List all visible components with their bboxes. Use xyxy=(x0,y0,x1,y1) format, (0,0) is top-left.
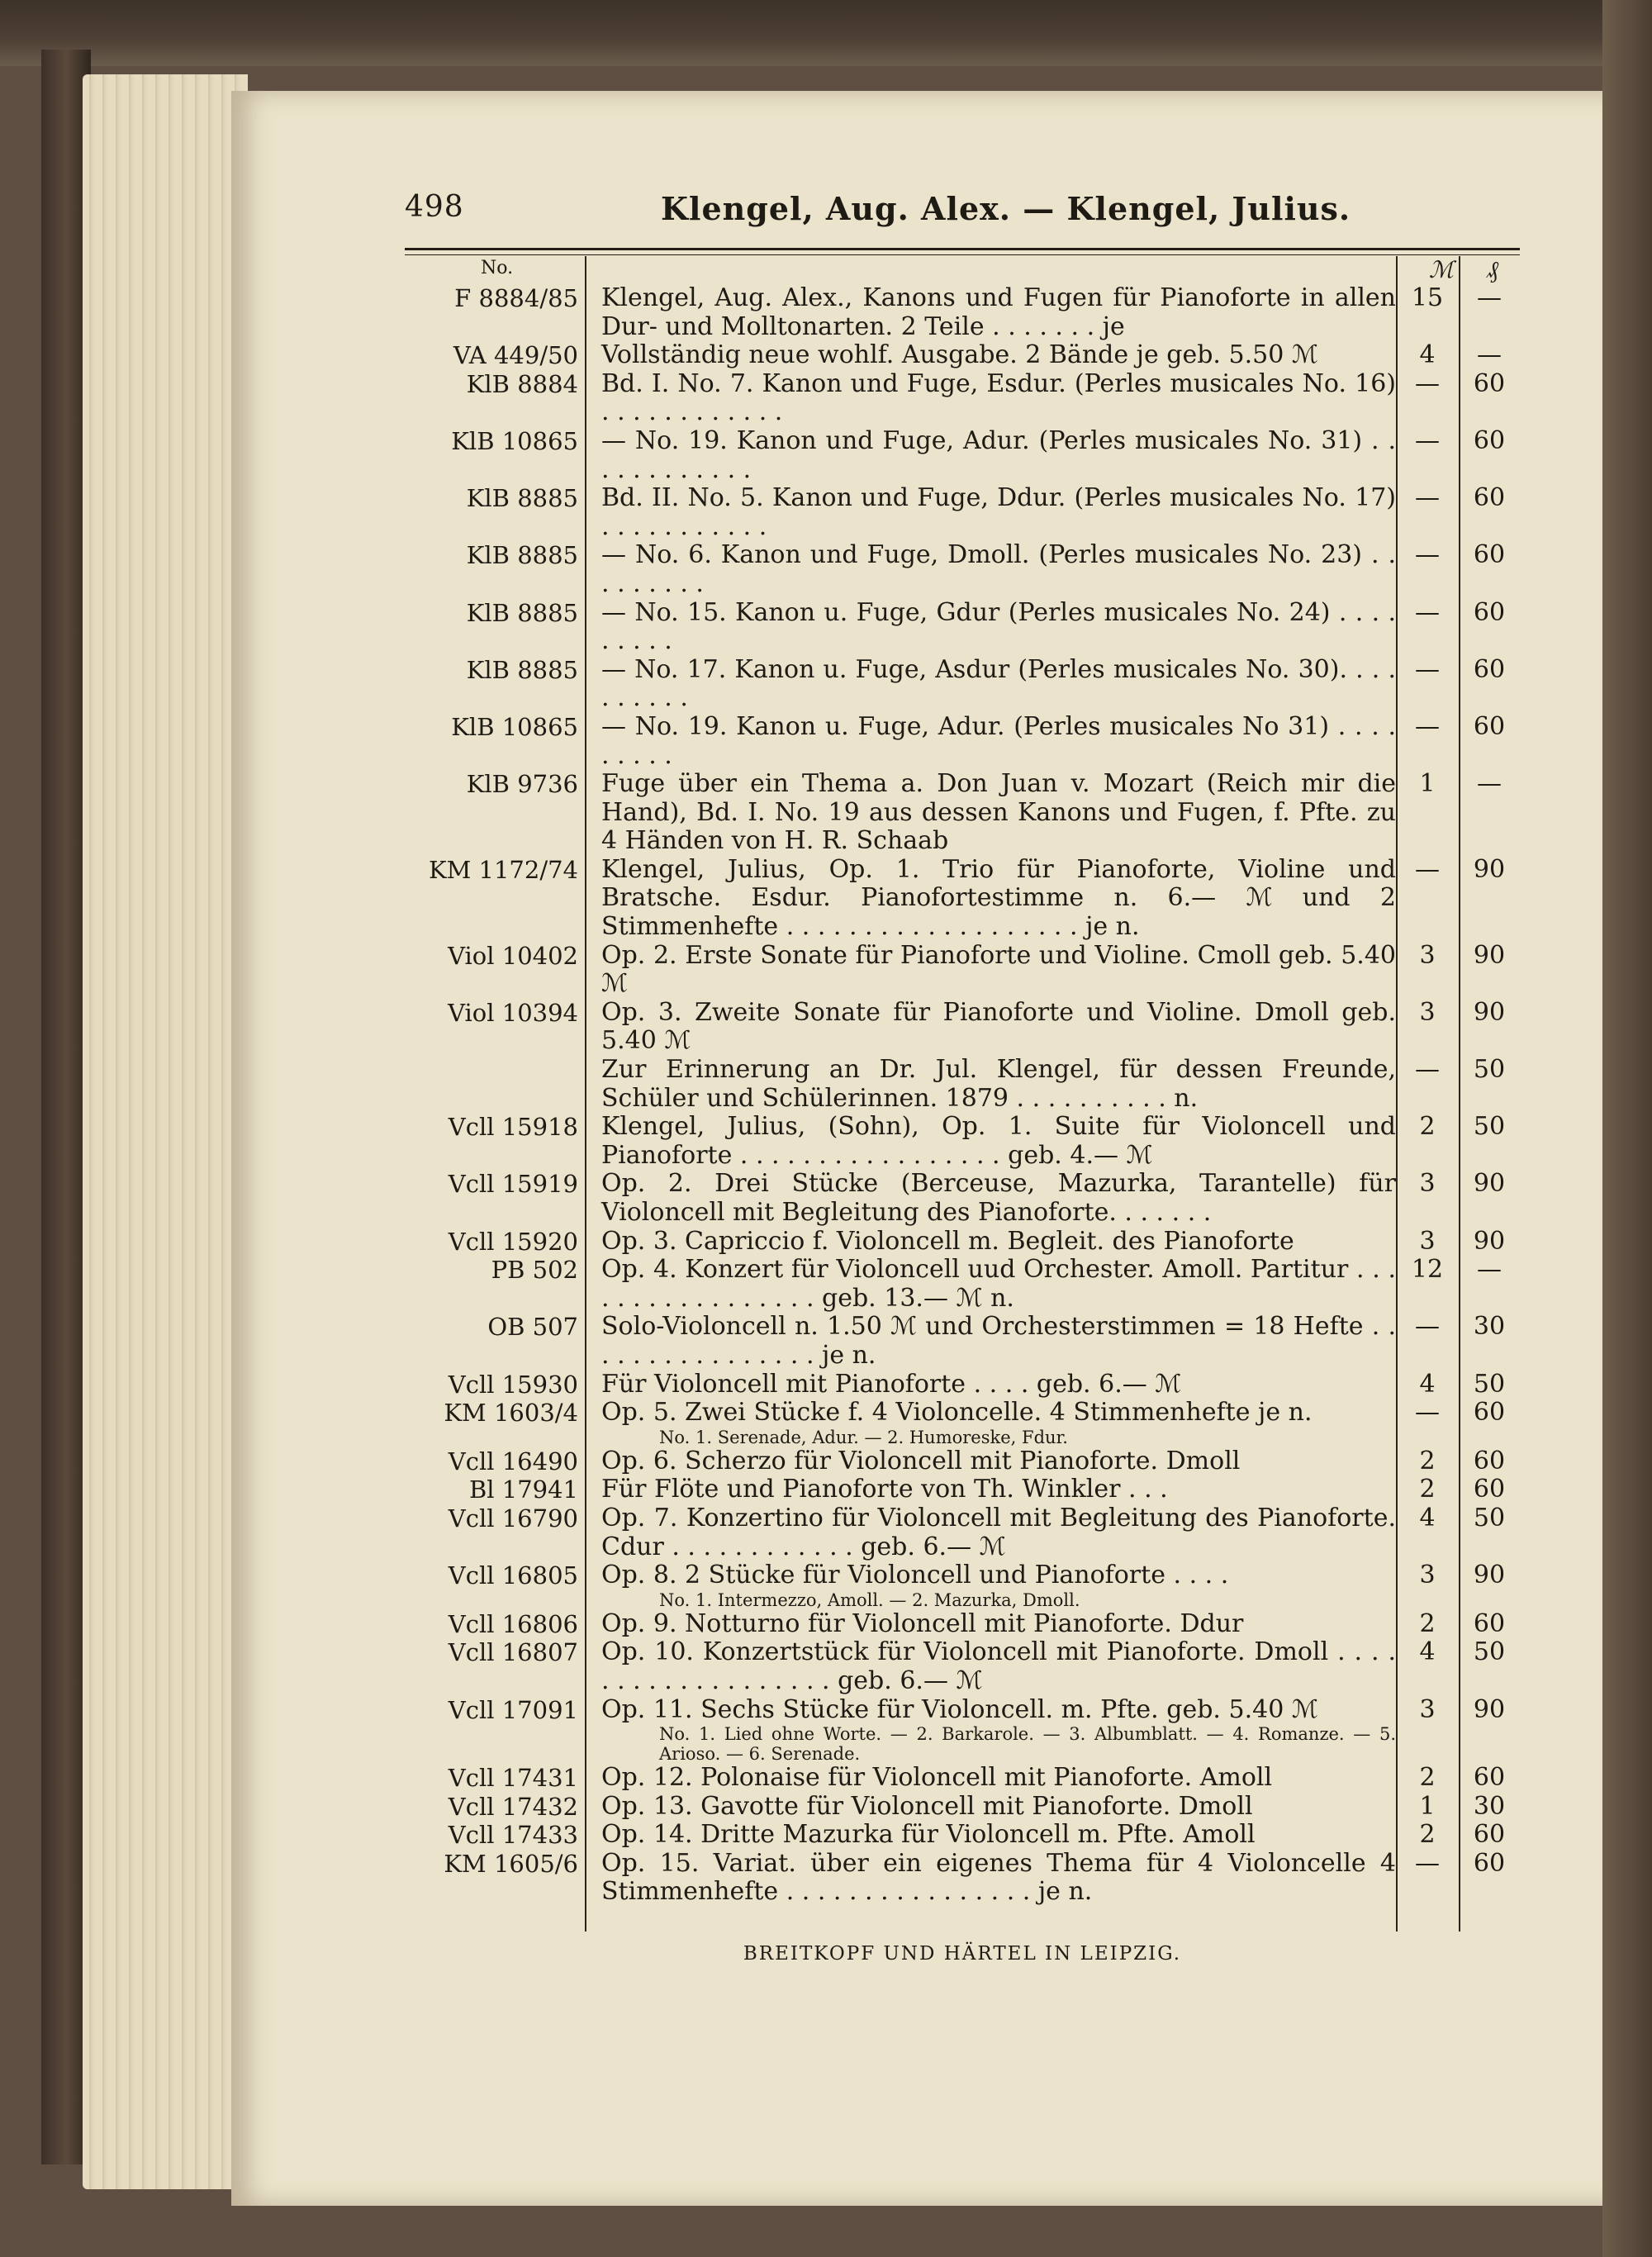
catalog-number: KlB 8885 xyxy=(466,484,578,513)
publisher-footer: BREITKOPF UND HÄRTEL IN LEIPZIG. xyxy=(743,1943,1182,1965)
price-pfennig: 50 xyxy=(1473,1503,1506,1532)
entry-text: Op. 2. Drei Stücke (Berceuse, Mazurka, Tarantelle) für Violoncell mit Begleitung des Pianoforte. . . . . . . xyxy=(601,1169,1396,1227)
catalog-entry xyxy=(405,1256,1520,1313)
catalog-entry xyxy=(405,713,1520,770)
entry-description xyxy=(586,1793,1396,1822)
entry-description xyxy=(586,1850,1396,1907)
catalog-number: KlB 10865 xyxy=(451,426,578,455)
entry-text: Klengel, Aug. Alex., Kanons und Fugen für Pianoforte in allen Dur- und Molltonarten. 2 Teile . . . . . . . je xyxy=(601,283,1396,341)
price-mark: 15 xyxy=(1411,283,1444,312)
price-mark: — xyxy=(1415,1848,1440,1878)
catalog-number: KM 1172/74 xyxy=(428,855,578,884)
entry-text: — No. 19. Kanon und Fuge, Adur. (Perles musicales No. 31) . . . . . . . . . . . . xyxy=(601,425,1396,484)
catalog-entry xyxy=(405,1056,1520,1113)
entry-text: Op. 3. Zweite Sonate für Pianoforte und Violine. Dmoll geb. 5.40 ℳ xyxy=(601,997,1396,1056)
entry-text: Fuge über ein Thema a. Don Juan v. Mozart (Reich mir die Hand), Bd. I. No. 19 aus dessen Kanons und Fugen, f. Pfte. zu 4 Händen von H. R. Schaab xyxy=(601,769,1396,856)
catalog-number: Vcll 17431 xyxy=(448,1764,578,1793)
catalog-entry xyxy=(405,1610,1520,1639)
entry-text: Vollständig neue wohlf. Ausgabe. 2 Bände je geb. 5.50 ℳ xyxy=(601,340,1318,370)
catalog-entry xyxy=(405,770,1520,856)
catalog-number: Vcll 16807 xyxy=(448,1638,578,1667)
price-pfennig: 60 xyxy=(1473,1446,1506,1475)
price-pfennig: — xyxy=(1477,1255,1502,1285)
entry-contents-note: No. 1. Intermezzo, Amoll. — 2. Mazurka, Dmoll. xyxy=(659,1589,1080,1610)
entry-text: Zur Erinnerung an Dr. Jul. Klengel, für dessen Freunde, Schüler und Schülerinnen. 1879 . . . . . . . . . . n. xyxy=(601,1055,1396,1113)
entry-text: — No. 15. Kanon u. Fuge, Gdur (Perles musicales No. 24) . . . . . . . . . xyxy=(601,597,1396,656)
price-pfennig: 90 xyxy=(1473,854,1506,884)
entry-description xyxy=(586,1256,1396,1313)
catalog-number: VA 449/50 xyxy=(453,341,578,370)
price-mark: 4 xyxy=(1419,1503,1436,1532)
entry-description xyxy=(586,1504,1396,1561)
price-pfennig: 60 xyxy=(1473,483,1506,513)
price-mark: 3 xyxy=(1419,1169,1436,1199)
price-mark: 1 xyxy=(1419,769,1436,799)
price-mark: 4 xyxy=(1419,1369,1436,1399)
catalog-number: Vcll 17432 xyxy=(448,1792,578,1821)
entry-text: Op. 7. Konzertino für Violoncell mit Begleitung des Pianoforte. Cdur . . . . . . . . . . . . geb. 6.— ℳ xyxy=(601,1503,1396,1561)
catalog-entry xyxy=(405,1764,1520,1793)
price-mark: — xyxy=(1415,483,1440,513)
entry-text: — No. 19. Kanon u. Fuge, Adur. (Perles musicales No 31) . . . . . . . . . xyxy=(601,711,1396,770)
catalog-entry xyxy=(405,656,1520,713)
catalog-number: Vcll 16490 xyxy=(448,1447,578,1475)
price-mark: — xyxy=(1415,1312,1440,1342)
entry-description xyxy=(586,427,1396,484)
entry-text: Op. 9. Notturno für Violoncell mit Pianoforte. Ddur xyxy=(601,1608,1244,1638)
entry-text: Op. 12. Polonaise für Violoncell mit Pianoforte. Amoll xyxy=(601,1763,1273,1793)
entry-description xyxy=(586,541,1396,598)
entry-text: — No. 6. Kanon und Fuge, Dmoll. (Perles musicales No. 23) . . . . . . . . . xyxy=(601,540,1396,598)
catalog-entry xyxy=(405,1447,1520,1476)
entry-description xyxy=(586,1561,1396,1610)
entry-text: Klengel, Julius, (Sohn), Op. 1. Suite für Violoncell und Pianoforte . . . . . . . . . . . . . . . . . geb. 4.— ℳ xyxy=(601,1112,1396,1170)
catalog-entry xyxy=(405,484,1520,541)
catalog-entry xyxy=(405,1371,1520,1399)
entry-text: Op. 15. Variat. über ein eigenes Thema für 4 Violoncelle 4 Stimmenhefte . . . . . . . . . . . . . . . . je n. xyxy=(601,1848,1396,1907)
entry-description xyxy=(586,370,1396,427)
catalog-entry xyxy=(405,1561,1520,1610)
catalog-entry xyxy=(405,284,1520,341)
price-mark: 3 xyxy=(1419,1561,1436,1590)
catalog-entry xyxy=(405,1399,1520,1447)
catalog-number: F 8884/85 xyxy=(454,284,578,312)
catalog-number: KlB 8885 xyxy=(466,541,578,570)
price-mark: 2 xyxy=(1419,1608,1436,1638)
column-header-no: No. xyxy=(481,258,514,278)
entry-text: Op. 4. Konzert für Violoncell uud Orchester. Amoll. Partitur . . . . . . . . . . . . . . . . . geb. 13.— ℳ n. xyxy=(601,1255,1396,1313)
entry-description xyxy=(586,484,1396,541)
price-mark: 4 xyxy=(1419,1637,1436,1667)
entry-description xyxy=(586,341,1396,370)
catalog-entry xyxy=(405,341,1520,370)
entry-description xyxy=(586,1610,1396,1639)
catalog-number: OB 507 xyxy=(487,1313,578,1342)
catalog-entry xyxy=(405,1504,1520,1561)
entry-description xyxy=(586,1447,1396,1476)
entry-description xyxy=(586,999,1396,1056)
catalog-number: Vcll 16790 xyxy=(448,1504,578,1532)
price-pfennig: 60 xyxy=(1473,1475,1506,1504)
catalog-entry xyxy=(405,541,1520,598)
entry-text: Solo-Violoncell n. 1.50 ℳ und Orchesterstimmen = 18 Hefte . . . . . . . . . . . . . . . . je n. xyxy=(601,1312,1396,1370)
price-mark: 2 xyxy=(1419,1475,1436,1504)
price-pfennig: 60 xyxy=(1473,597,1506,627)
page-stack-edges xyxy=(83,74,248,2189)
catalog-number: Viol 10402 xyxy=(448,941,578,970)
price-pfennig: 60 xyxy=(1473,425,1506,455)
catalog-entry xyxy=(405,427,1520,484)
book-right-edge xyxy=(1602,0,1652,2257)
entry-contents-note: No. 1. Lied ohne Worte. — 2. Barkarole. — 3. Albumblatt. — 4. Romanze. — 5. Arioso. — 6. Serenade. xyxy=(659,1724,1396,1765)
price-mark: — xyxy=(1415,1398,1440,1428)
entry-text: Für Flöte und Pianoforte von Th. Winkler . . . xyxy=(601,1475,1168,1504)
price-pfennig: 90 xyxy=(1473,940,1506,970)
entry-description xyxy=(586,856,1396,942)
price-pfennig: 90 xyxy=(1473,1694,1506,1724)
entry-text: Bd. II. No. 5. Kanon und Fuge, Ddur. (Perles musicales No. 17) . . . . . . . . . . . xyxy=(601,483,1396,541)
page-header xyxy=(405,190,1520,231)
catalog-entry xyxy=(405,942,1520,999)
price-mark: — xyxy=(1415,1055,1440,1085)
price-mark: 2 xyxy=(1419,1112,1436,1142)
catalog-number: Vcll 17091 xyxy=(448,1695,578,1724)
catalog-entry xyxy=(405,1850,1520,1907)
price-pfennig: 50 xyxy=(1473,1112,1506,1142)
entry-text: Op. 10. Konzertstück für Violoncell mit Pianoforte. Dmoll . . . . . . . . . . . . . . . . . . . geb. 6.— ℳ xyxy=(601,1637,1396,1695)
catalog-number: KlB 10865 xyxy=(451,712,578,741)
column-header-pfennig: ₰ xyxy=(1487,256,1498,283)
entry-description xyxy=(586,1764,1396,1793)
price-pfennig: 60 xyxy=(1473,1763,1506,1793)
catalog-number: Vcll 15918 xyxy=(448,1113,578,1142)
entry-description xyxy=(586,942,1396,999)
catalog-number: KlB 8884 xyxy=(466,369,578,398)
price-pfennig: 30 xyxy=(1473,1791,1506,1821)
catalog-entry xyxy=(405,1475,1520,1504)
price-mark: 3 xyxy=(1419,997,1436,1027)
price-pfennig: 60 xyxy=(1473,540,1506,570)
entry-text: — No. 17. Kanon u. Fuge, Asdur (Perles musicales No. 30). . . . . . . . . . xyxy=(601,654,1396,713)
catalog-number: KlB 9736 xyxy=(466,770,578,799)
catalog-number: Vcll 17433 xyxy=(448,1821,578,1850)
catalog-entry xyxy=(405,370,1520,427)
entry-description xyxy=(586,1371,1396,1399)
catalog-entry xyxy=(405,1793,1520,1822)
price-mark: 2 xyxy=(1419,1763,1436,1793)
price-pfennig: 50 xyxy=(1473,1369,1506,1399)
price-pfennig: 60 xyxy=(1473,1398,1506,1428)
entry-description xyxy=(586,1056,1396,1113)
entry-description xyxy=(586,770,1396,856)
price-pfennig: 50 xyxy=(1473,1637,1506,1667)
catalog-number: Vcll 15919 xyxy=(448,1170,578,1199)
entry-text: Op. 8. 2 Stücke für Violoncell und Pianoforte . . . . xyxy=(601,1561,1229,1590)
price-mark: — xyxy=(1415,854,1440,884)
catalog-entry xyxy=(405,1696,1520,1765)
price-pfennig: — xyxy=(1477,340,1502,370)
catalog-number: Vcll 16805 xyxy=(448,1561,578,1590)
entry-text: Op. 14. Dritte Mazurka für Violoncell m. Pfte. Amoll xyxy=(601,1820,1256,1850)
price-pfennig: 60 xyxy=(1473,711,1506,741)
price-pfennig: 50 xyxy=(1473,1055,1506,1085)
price-pfennig: 60 xyxy=(1473,1848,1506,1878)
entry-description xyxy=(586,1821,1396,1850)
price-mark: — xyxy=(1415,540,1440,570)
catalog-number: Viol 10394 xyxy=(448,998,578,1027)
price-mark: — xyxy=(1415,425,1440,455)
entry-contents-note: No. 1. Serenade, Adur. — 2. Humoreske, Fdur. xyxy=(659,1427,1068,1447)
catalog-number: Vcll 15920 xyxy=(448,1227,578,1256)
price-mark: — xyxy=(1415,654,1440,684)
entry-description xyxy=(586,1475,1396,1504)
price-mark: 3 xyxy=(1419,940,1436,970)
entry-description xyxy=(586,1313,1396,1370)
catalog-number: KlB 8885 xyxy=(466,598,578,627)
price-pfennig: 60 xyxy=(1473,654,1506,684)
price-mark: — xyxy=(1415,368,1440,398)
price-mark: 2 xyxy=(1419,1820,1436,1850)
book-top-edge xyxy=(0,0,1652,66)
catalog-number: KM 1603/4 xyxy=(444,1399,578,1428)
price-pfennig: 90 xyxy=(1473,1169,1506,1199)
header-rule-thin xyxy=(405,254,1520,255)
catalog-number: KM 1605/6 xyxy=(444,1849,578,1878)
column-header-mark: ℳ xyxy=(1429,256,1454,283)
header-rule xyxy=(405,248,1520,250)
price-pfennig: 60 xyxy=(1473,368,1506,398)
entry-text: Op. 2. Erste Sonate für Pianoforte und Violine. Cmoll geb. 5.40 ℳ xyxy=(601,940,1396,999)
catalog-entry xyxy=(405,1821,1520,1850)
entry-text: Op. 6. Scherzo für Violoncell mit Pianoforte. Dmoll xyxy=(601,1446,1241,1475)
catalog-rows xyxy=(405,284,1520,1907)
price-pfennig: — xyxy=(1477,769,1502,799)
catalog-number: PB 502 xyxy=(491,1256,578,1285)
price-mark: 2 xyxy=(1419,1446,1436,1475)
catalog-number: Vcll 16806 xyxy=(448,1609,578,1638)
catalog-number: Bl 17941 xyxy=(468,1475,578,1504)
entry-description xyxy=(586,1696,1396,1765)
entry-description xyxy=(586,284,1396,341)
price-mark: 4 xyxy=(1419,340,1436,370)
price-pfennig: — xyxy=(1477,283,1502,312)
price-mark: 12 xyxy=(1411,1255,1444,1285)
entry-text: Op. 5. Zwei Stücke f. 4 Violoncelle. 4 Stimmenhefte je n. xyxy=(601,1398,1313,1428)
price-pfennig: 30 xyxy=(1473,1312,1506,1342)
catalog-entry xyxy=(405,1170,1520,1227)
price-mark: 1 xyxy=(1419,1791,1436,1821)
price-pfennig: 60 xyxy=(1473,1820,1506,1850)
price-mark: 3 xyxy=(1419,1226,1436,1256)
running-title: Klengel, Aug. Alex. — Klengel, Julius. xyxy=(661,190,1351,227)
price-mark: 3 xyxy=(1419,1694,1436,1724)
catalog-entry xyxy=(405,599,1520,656)
price-mark: — xyxy=(1415,597,1440,627)
entry-text: Op. 3. Capriccio f. Violoncell m. Begleit. des Pianoforte xyxy=(601,1226,1294,1256)
entry-description xyxy=(586,713,1396,770)
catalog-entry xyxy=(405,856,1520,942)
entry-text: Op. 11. Sechs Stücke für Violoncell. m. Pfte. geb. 5.40 ℳ xyxy=(601,1694,1318,1724)
entry-text: Für Violoncell mit Pianoforte . . . . geb. 6.— ℳ xyxy=(601,1369,1182,1399)
price-pfennig: 90 xyxy=(1473,1226,1506,1256)
catalog-entry xyxy=(405,1313,1520,1370)
entry-description xyxy=(586,1399,1396,1447)
price-pfennig: 60 xyxy=(1473,1608,1506,1638)
entry-text: Klengel, Julius, Op. 1. Trio für Pianoforte, Violine und Bratsche. Esdur. Pianofortestimme n. 6.— ℳ und 2 Stimmenhefte . . . . . . . . . . . . . . . . . . . je n. xyxy=(601,854,1396,942)
catalog-number: KlB 8885 xyxy=(466,655,578,684)
entry-description xyxy=(586,656,1396,713)
entry-description xyxy=(586,599,1396,656)
catalog-entry xyxy=(405,1228,1520,1257)
entry-description xyxy=(586,1638,1396,1695)
price-pfennig: 90 xyxy=(1473,1561,1506,1590)
catalog-number: Vcll 15930 xyxy=(448,1370,578,1399)
entry-text: Bd. I. No. 7. Kanon und Fuge, Esdur. (Perles musicales No. 16) . . . . . . . . . . . . xyxy=(601,368,1396,427)
catalog-entry xyxy=(405,999,1520,1056)
price-mark: — xyxy=(1415,711,1440,741)
entry-description xyxy=(586,1113,1396,1170)
catalog-entry xyxy=(405,1638,1520,1695)
price-pfennig: 90 xyxy=(1473,997,1506,1027)
catalog-entry xyxy=(405,1113,1520,1170)
entry-description xyxy=(586,1228,1396,1257)
page-number: 498 xyxy=(405,190,464,224)
entry-text: Op. 13. Gavotte für Violoncell mit Pianoforte. Dmoll xyxy=(601,1791,1253,1821)
entry-description xyxy=(586,1170,1396,1227)
